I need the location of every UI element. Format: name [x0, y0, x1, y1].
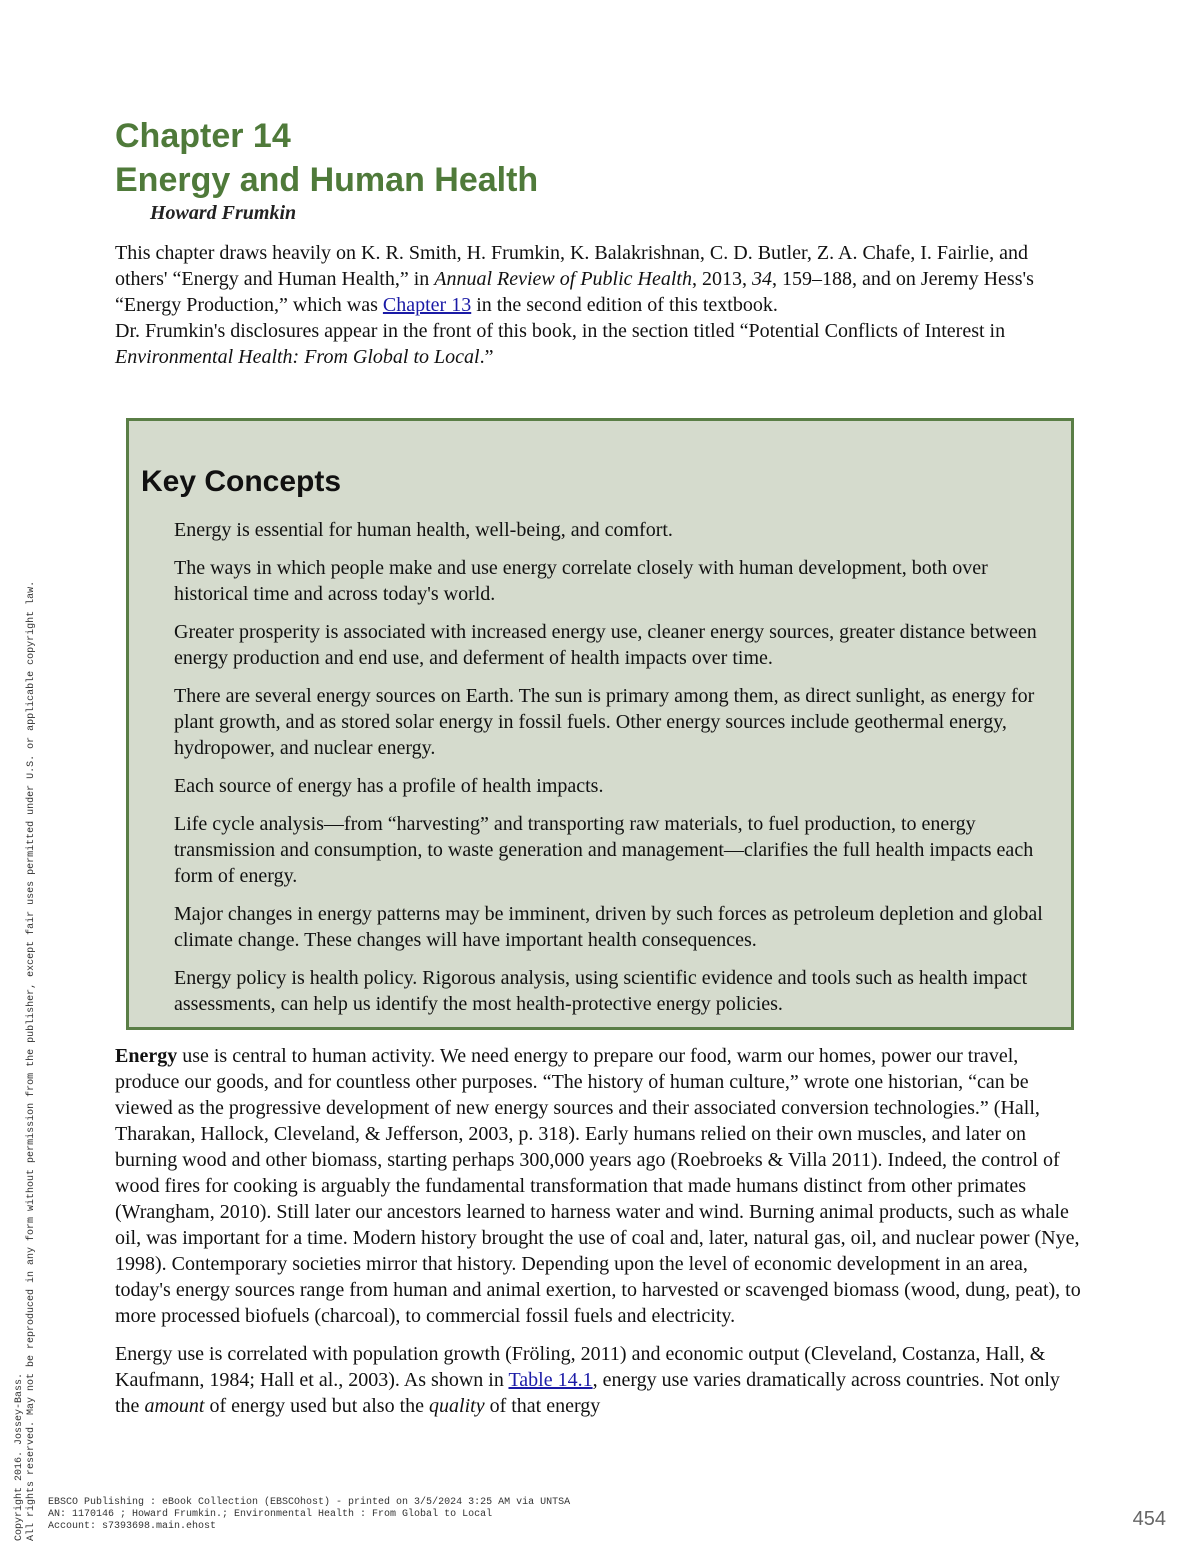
- chapter-13-link[interactable]: Chapter 13: [382, 294, 472, 316]
- chapter-intro-note: [115, 240, 1075, 370]
- body-paragraph: Energy use is central to human activity. We need energy to prepare our food, warm our homes, power our travel, produce our goods, and for countless other purposes. “The history of human culture,” wrote one historian, “can be viewed as the progressive development of new energy sources and their associated conversion technologies.” (Hall, Tharakan, Hallock, Cleveland, & Jefferson, 2003, p. 318). Early humans relied on their own muscles, and later on burning wood and other biomass, starting perhaps 300,000 years ago (Roebroeks & Villa 2011). Indeed, the control of wood fires for cooking is arguably the fundamental transformation that made humans distinct from other primates (Wrangham, 2010). Still later our ancestors learned to harness water and wind. Burning animal products, such as whale oil, was important for a time. Modern history brought the use of coal and, later, natural gas, oil, and nuclear power (Nye, 1998). Contemporary societies mirror that history. Depending upon the level of economic development in an area, today's energy sources range from human and animal exertion, to harvested or scavenged biomass (wood, dung, peat), to more processed biofuels (charcoal), to commercial fossil fuels and electricity.: [115, 1045, 1081, 1327]
- key-concept-item: There are several energy sources on Earth. The sun is primary among them, as direct sunlight, as energy for plant growth, and as stored solar energy in fossil fuels. Other energy sources include geothermal energy, hydropower, and nuclear energy.: [174, 685, 1035, 759]
- footer-line-print: EBSCO Publishing : eBook Collection (EBSCOhost) - printed on 3/5/2024 3:25 AM via UNTSA: [48, 1497, 571, 1508]
- intro-paragraph-disclosure: Dr. Frumkin's disclosures appear in the front of this book, in the section titled “Potential Conflicts of Interest in Environmental Health: From Global to Local.”: [115, 320, 1006, 368]
- key-concepts-list: [174, 517, 1064, 1029]
- footer-line-account: Account: s7393698.main.ehost: [48, 1521, 217, 1532]
- chapter-number: Chapter 14: [115, 117, 291, 155]
- ebsco-footer: [48, 1497, 570, 1533]
- page-number: 454: [1132, 1508, 1166, 1530]
- key-concept-item: The ways in which people make and use energy correlate closely with human development, both over historical time and across today's world.: [174, 557, 988, 605]
- key-concept-item: Energy is essential for human health, well-being, and comfort.: [174, 519, 673, 541]
- chapter-body: [115, 1043, 1087, 1431]
- key-concepts-heading: Key Concepts: [141, 465, 342, 498]
- table-14-1-link[interactable]: Table 14.1: [508, 1369, 593, 1391]
- footer-line-an: AN: 1170146 ; Howard Frumkin.; Environmental Health : From Global to Local: [48, 1509, 493, 1520]
- copyright-sidebar: [14, 381, 38, 1541]
- copyright-line: Copyright 2016. Jossey-Bass.: [14, 1372, 25, 1541]
- key-concepts-box: [126, 418, 1074, 1030]
- chapter-author: Howard Frumkin: [150, 202, 297, 224]
- intro-paragraph-source: This chapter draws heavily on K. R. Smith, H. Frumkin, K. Balakrishnan, C. D. Butler, Z. A. Chafe, I. Fairlie, and others' “Energy and Human Health,” in Annual Review of Public Health, 2013, 34, 159–188, and on Jeremy Hess's “Energy Production,” which was Chapter 13 in the second edition of this textbook.: [115, 242, 1034, 316]
- body-paragraph: Energy use is correlated with population growth (Fröling, 2011) and economic output (Cleveland, Costanza, Hall, & Kaufmann, 1984; Hall et al., 2003). As shown in Table 14.1, energy use varies dramatically across countries. Not only the amount of energy used but also the quality of that energy: [115, 1343, 1060, 1417]
- key-concept-item: Major changes in energy patterns may be imminent, driven by such forces as petroleum depletion and global climate change. These changes will have important health consequences.: [174, 903, 1043, 951]
- rights-line: All rights reserved. May not be reproduced in any form without permission from the publisher, except fair uses permitted under U.S. or applicable copyright law.: [26, 580, 37, 1541]
- key-concept-item: Energy policy is health policy. Rigorous analysis, using scientific evidence and tools such as health impact assessments, can help us identify the most health-protective energy policies.: [174, 967, 1028, 1015]
- chapter-title: Energy and Human Health: [115, 161, 539, 199]
- key-concept-item: Greater prosperity is associated with increased energy use, cleaner energy sources, greater distance between energy production and end use, and deferment of health impacts over time.: [174, 621, 1037, 669]
- key-concept-item: Each source of energy has a profile of health impacts.: [174, 775, 604, 797]
- key-concept-item: Life cycle analysis—from “harvesting” and transporting raw materials, to fuel production, to energy transmission and consumption, to waste generation and management—clarifies the full health impacts each form of energy.: [174, 813, 1034, 887]
